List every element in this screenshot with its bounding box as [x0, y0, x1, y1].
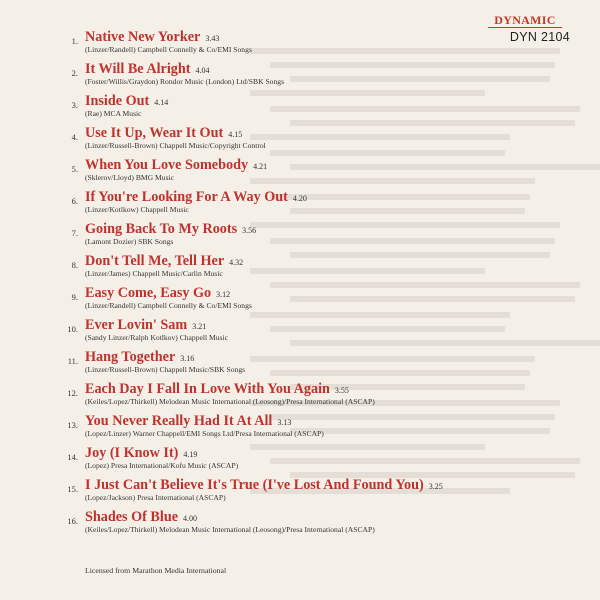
track-credit: (Lopez/Jackson) Presa International (ASCAP) [85, 493, 226, 502]
track-duration: 3.56 [242, 226, 257, 235]
track-duration: 3.12 [216, 290, 231, 299]
track-title: Don't Tell Me, Tell Her [85, 253, 225, 269]
track-title-line [85, 316, 206, 334]
track-title: Easy Come, Easy Go [85, 285, 212, 301]
track-number: 10. [67, 324, 78, 334]
track-title: Inside Out [85, 93, 150, 109]
track-number: 16. [67, 516, 78, 526]
track-row [40, 508, 580, 540]
track-number: 15. [67, 484, 78, 494]
track-title-line [85, 156, 267, 174]
track-duration: 4.19 [183, 450, 198, 459]
track-duration: 3.13 [277, 418, 292, 427]
track-title: It Will Be Alright [85, 61, 191, 77]
track-row [40, 476, 580, 508]
track-duration: 4.04 [195, 66, 210, 75]
track-duration: 3.55 [334, 386, 349, 395]
track-duration: 4.00 [183, 514, 198, 523]
track-row [40, 444, 580, 476]
track-credit: (Lopez) Presa International/Kofu Music (ASCAP) [85, 461, 239, 470]
track-title: I Just Can't Believe It's True (I've Lost And Found You) [85, 477, 424, 493]
track-row [40, 156, 580, 188]
track-row [40, 92, 580, 124]
track-number: 11. [67, 356, 78, 366]
track-title: Each Day I Fall In Love With You Again [85, 381, 330, 397]
track-number: 9. [71, 292, 78, 302]
track-number: 13. [67, 420, 78, 430]
track-title-line [85, 412, 291, 430]
track-title-line [85, 508, 197, 526]
track-number: 14. [67, 452, 78, 462]
track-number: 7. [71, 228, 78, 238]
track-list [40, 28, 580, 540]
track-credit: (Sklerov/Lloyd) BMG Music [85, 173, 175, 182]
track-credit: (Lamont Dozier) SBK Songs [85, 237, 174, 246]
track-title-line [85, 284, 230, 302]
track-credit: (Lopez/Linzer) Warner Chappell/EMI Songs Ltd/Presa International (ASCAP) [85, 429, 324, 438]
track-row [40, 220, 580, 252]
track-duration: 4.15 [228, 130, 243, 139]
track-row [40, 252, 580, 284]
track-credit: (Rae) MCA Music [85, 109, 142, 118]
track-title: Ever Lovin' Sam [85, 317, 188, 333]
track-duration: 3.16 [180, 354, 195, 363]
track-duration: 3.21 [192, 322, 207, 331]
catalog-number: DYN 2104 [509, 30, 570, 44]
track-number: 6. [71, 196, 78, 206]
track-title-line [85, 348, 194, 366]
track-title: Going Back To My Roots [85, 221, 238, 237]
dynamic-logo [484, 14, 566, 28]
track-row [40, 28, 580, 60]
track-title: When You Love Somebody [85, 157, 249, 173]
track-duration: 3.25 [428, 482, 443, 491]
track-number: 4. [71, 132, 78, 142]
track-credit: (Linzer/James) Chappell Music/Carlin Music [85, 269, 223, 278]
track-title-line [85, 124, 242, 142]
logo-wordmark: DYNAMIC [494, 13, 556, 27]
track-row [40, 124, 580, 156]
track-title: Native New Yorker [85, 29, 201, 45]
track-title: If You're Looking For A Way Out [85, 189, 288, 205]
track-title: Use It Up, Wear It Out [85, 125, 224, 141]
track-title-line [85, 252, 243, 270]
track-duration: 3.43 [205, 34, 220, 43]
track-row [40, 188, 580, 220]
track-credit: (Linzer/Randell) Campbell Connelly & Co/EMI Songs [85, 301, 252, 310]
track-duration: 4.20 [292, 194, 307, 203]
track-credit: (Linzer/Kotlkow) Chappell Music [85, 205, 189, 214]
track-number: 5. [71, 164, 78, 174]
track-title-line [85, 92, 168, 110]
track-credit: (Linzer/Randell) Campbell Connelly & Co/EMI Songs [85, 45, 252, 54]
track-credit: (Sandy Linzer/Ralph Kotlkov) Chappell Music [85, 333, 228, 342]
track-title-line [85, 444, 197, 462]
track-title-line [85, 188, 307, 206]
track-number: 3. [71, 100, 78, 110]
track-duration: 4.14 [154, 98, 169, 107]
track-row [40, 380, 580, 412]
track-duration: 4.21 [253, 162, 268, 171]
track-credit: (Linzer/Russell-Brown) Chappell Music/SBK Songs [85, 365, 246, 374]
track-title-line [85, 220, 256, 238]
track-credit: (Keiles/Lopez/Thirkell) Melodean Music International (Leosong)/Presa International (ASCAP) [85, 397, 375, 406]
track-row [40, 284, 580, 316]
track-credit: (Keiles/Lopez/Thirkell) Melodean Music International (Leosong)/Presa International (ASCAP) [85, 525, 375, 534]
track-number: 8. [71, 260, 78, 270]
track-duration: 4.32 [229, 258, 244, 267]
track-title: Joy (I Know It) [85, 445, 179, 461]
track-row [40, 348, 580, 380]
track-title-line [85, 60, 210, 78]
track-title-line [85, 28, 219, 46]
license-note: Licensed from Marathon Media International [85, 566, 227, 575]
track-credit: (Linzer/Russell-Brown) Chappell Music/Copyright Control [85, 141, 266, 150]
track-number: 12. [67, 388, 78, 398]
track-credit: (Foster/Willis/Graydon) Rondor Music (London) Ltd/SBK Songs [85, 77, 285, 86]
track-row [40, 60, 580, 92]
track-number: 1. [71, 36, 78, 46]
track-row [40, 316, 580, 348]
track-title: Hang Together [85, 349, 176, 365]
track-title: You Never Really Had It At All [85, 413, 273, 429]
track-number: 2. [71, 68, 78, 78]
track-title: Shades Of Blue [85, 509, 179, 525]
track-row [40, 412, 580, 444]
track-title-line [85, 476, 443, 494]
track-title-line [85, 380, 349, 398]
